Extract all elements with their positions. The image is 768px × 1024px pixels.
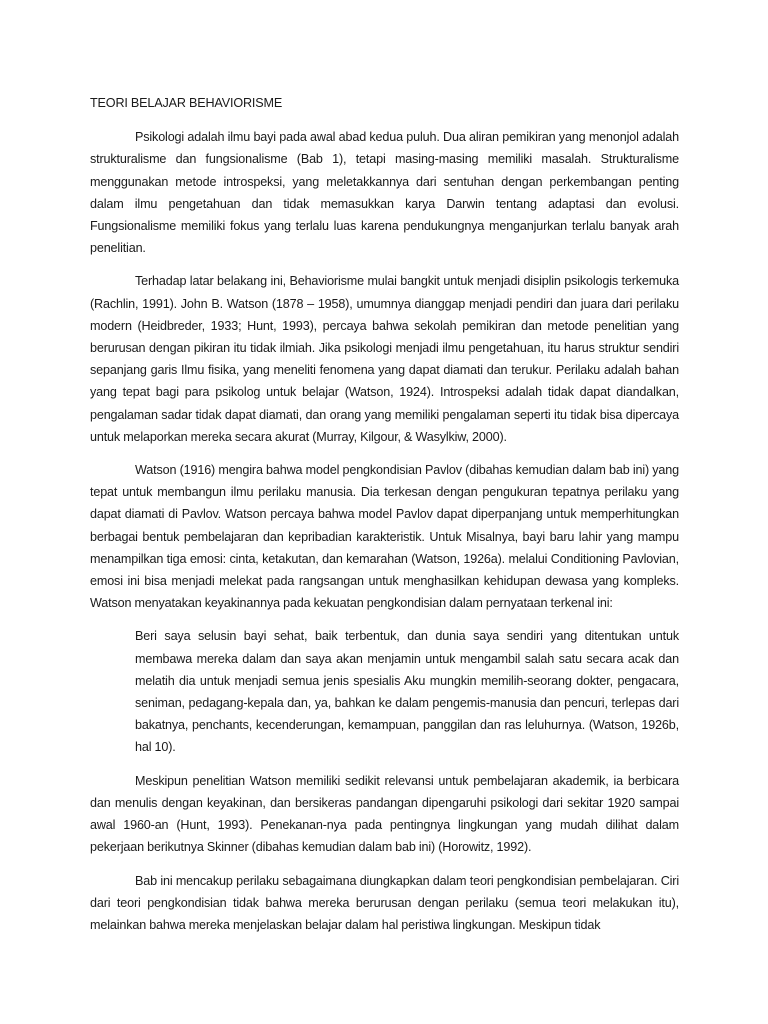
paragraph-watson-pavlov: Watson (1916) mengira bahwa model pengkondisian Pavlov (dibahas kemudian dalam bab ini) yang tepat untuk membangun ilmu perilaku manusia. Dia terkesan dengan pengukuran tepatnya perilaku yang dapat diamati di Pavlov. Watson percaya bahwa model Pavlov dapat diperpanjang untuk memperhitungkan berbagai bentuk pembelajaran dan kepribadian karakteristik. Untuk Misalnya, bayi baru lahir yang mampu menampilkan tiga emosi: cinta, ketakutan, dan kemarahan (Watson, 1926a). melalui Conditioning Pavlovian, emosi ini bisa menjadi melekat pada rangsangan untuk menghasilkan kehidupan dewasa yang kompleks. Watson menyatakan keyakinannya pada kekuatan pengkondisian dalam pernyataan terkenal ini: [90,463,679,611]
document-body [90,92,679,947]
paragraph-psikologi: Psikologi adalah ilmu bayi pada awal abad kedua puluh. Dua aliran pemikiran yang menonjol adalah strukturalisme dan fungsionalisme (Bab 1), tetapi masing-masing memiliki masalah. Strukturalisme menggunakan metode introspeksi, yang meletakkannya dari sentuhan dengan perkembangan penting dalam ilmu pengetahuan dan tidak memasukkan karya Darwin tentang adaptasi dan evolusi. Fungsionalisme memiliki fokus yang terlalu luas karena pendukungnya menganjurkan terlalu banyak arah penelitian. [90,130,679,256]
paragraph-behaviorisme: Terhadap latar belakang ini, Behaviorisme mulai bangkit untuk menjadi disiplin psikologis terkemuka (Rachlin, 1991). John B. Watson (1878 – 1958), umumnya dianggap menjadi pendiri dan juara dari perilaku modern (Heidbreder, 1933; Hunt, 1993), percaya bahwa sekolah pemikiran dan metode penelitian yang berurusan dengan pikiran itu tidak ilmiah. Jika psikologi menjadi ilmu pengetahuan, itu harus struktur sendiri sepanjang garis Ilmu fisika, yang meneliti fenomena yang dapat diamati dan terukur. Perilaku adalah bahan yang tepat bagi para psikolog untuk belajar (Watson, 1924). Introspeksi adalah tidak dapat diandalkan, pengalaman sadar tidak dapat diamati, dan orang yang memiliki pengalaman seperti itu tidak bisa dipercaya untuk melaporkan mereka secara akurat (Murray, Kilgour, & Wasylkiw, 2000). [90,274,679,444]
block-quote-watson: Beri saya selusin bayi sehat, baik terbentuk, dan dunia saya sendiri yang ditentukan untuk membawa mereka dalam dan saya akan menjamin untuk mengambil salah satu secara acak dan melatih dia untuk menjadi semua jenis spesialis Aku mungkin memilih-seorang dokter, pengacara, seniman, pedagang-kepala dan, ya, bahkan ke dalam pengemis-manusia dan pencuri, terlepas dari bakatnya, penchants, kecenderungan, kemampuan, panggilan dan ras leluhurnya. (Watson, 1926b, hal 10). [135,629,679,755]
paragraph-pengkondisian: Bab ini mencakup perilaku sebagaimana diungkapkan dalam teori pengkondisian pembelajaran. Ciri dari teori pengkondisian tidak bahwa mereka berurusan dengan perilaku (semua teori melakukan itu), melainkan bahwa mereka menjelaskan belajar dalam hal peristiwa lingkungan. Meskipun tidak [90,873,679,932]
paragraph-relevansi: Meskipun penelitian Watson memiliki sedikit relevansi untuk pembelajaran akademik, ia berbicara dan menulis dengan keyakinan, dan bersikeras pandangan dipengaruhi psikologi dari sekitar 1920 sampai awal 1960-an (Hunt, 1993). Penekanan-nya pada pentingnya lingkungan yang mudah dilihat dalam pekerjaan berikutnya Skinner (dibahas kemudian dalam bab ini) (Horowitz, 1992). [90,773,679,855]
document-title: TEORI BELAJAR BEHAVIORISME [90,96,283,110]
